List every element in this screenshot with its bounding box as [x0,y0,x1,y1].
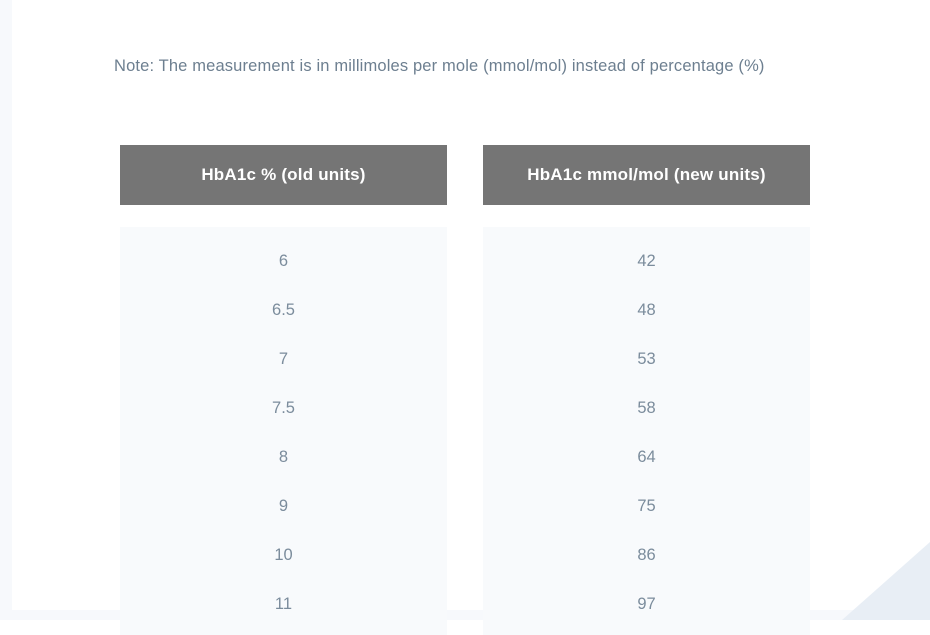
measurement-note: Note: The measurement is in millimoles per mole (mmol/mol) instead of percentage (%) [114,57,765,75]
table-cell: 9 [278,497,289,515]
table-cell: 64 [637,448,656,466]
table-cell: 7.5 [272,399,295,417]
table-cell: 42 [637,252,656,270]
table-cell: 6.5 [272,301,295,319]
page-left-edge [0,0,12,620]
table-cell: 8 [278,448,289,466]
table-cell: 58 [637,399,656,417]
corner-wedge-decoration [842,542,930,620]
table-cell: 48 [637,301,656,319]
table-cell: 7 [278,350,289,368]
table-cell: 11 [274,595,293,613]
table-cell: 75 [637,497,656,515]
table-cell: 97 [637,595,656,613]
column-header-new-units: HbA1c mmol/mol (new units) [483,145,810,205]
column-header-old-units: HbA1c % (old units) [120,145,447,205]
table-column-new-units [483,145,810,635]
table-cell: 6 [278,252,289,270]
table-cell: 53 [637,350,656,368]
hba1c-conversion-table [120,145,820,635]
table-cell: 86 [637,546,656,564]
column-body-old-units [120,227,447,635]
table-column-old-units [120,145,447,635]
table-cell: 10 [274,546,293,564]
column-body-new-units [483,227,810,635]
